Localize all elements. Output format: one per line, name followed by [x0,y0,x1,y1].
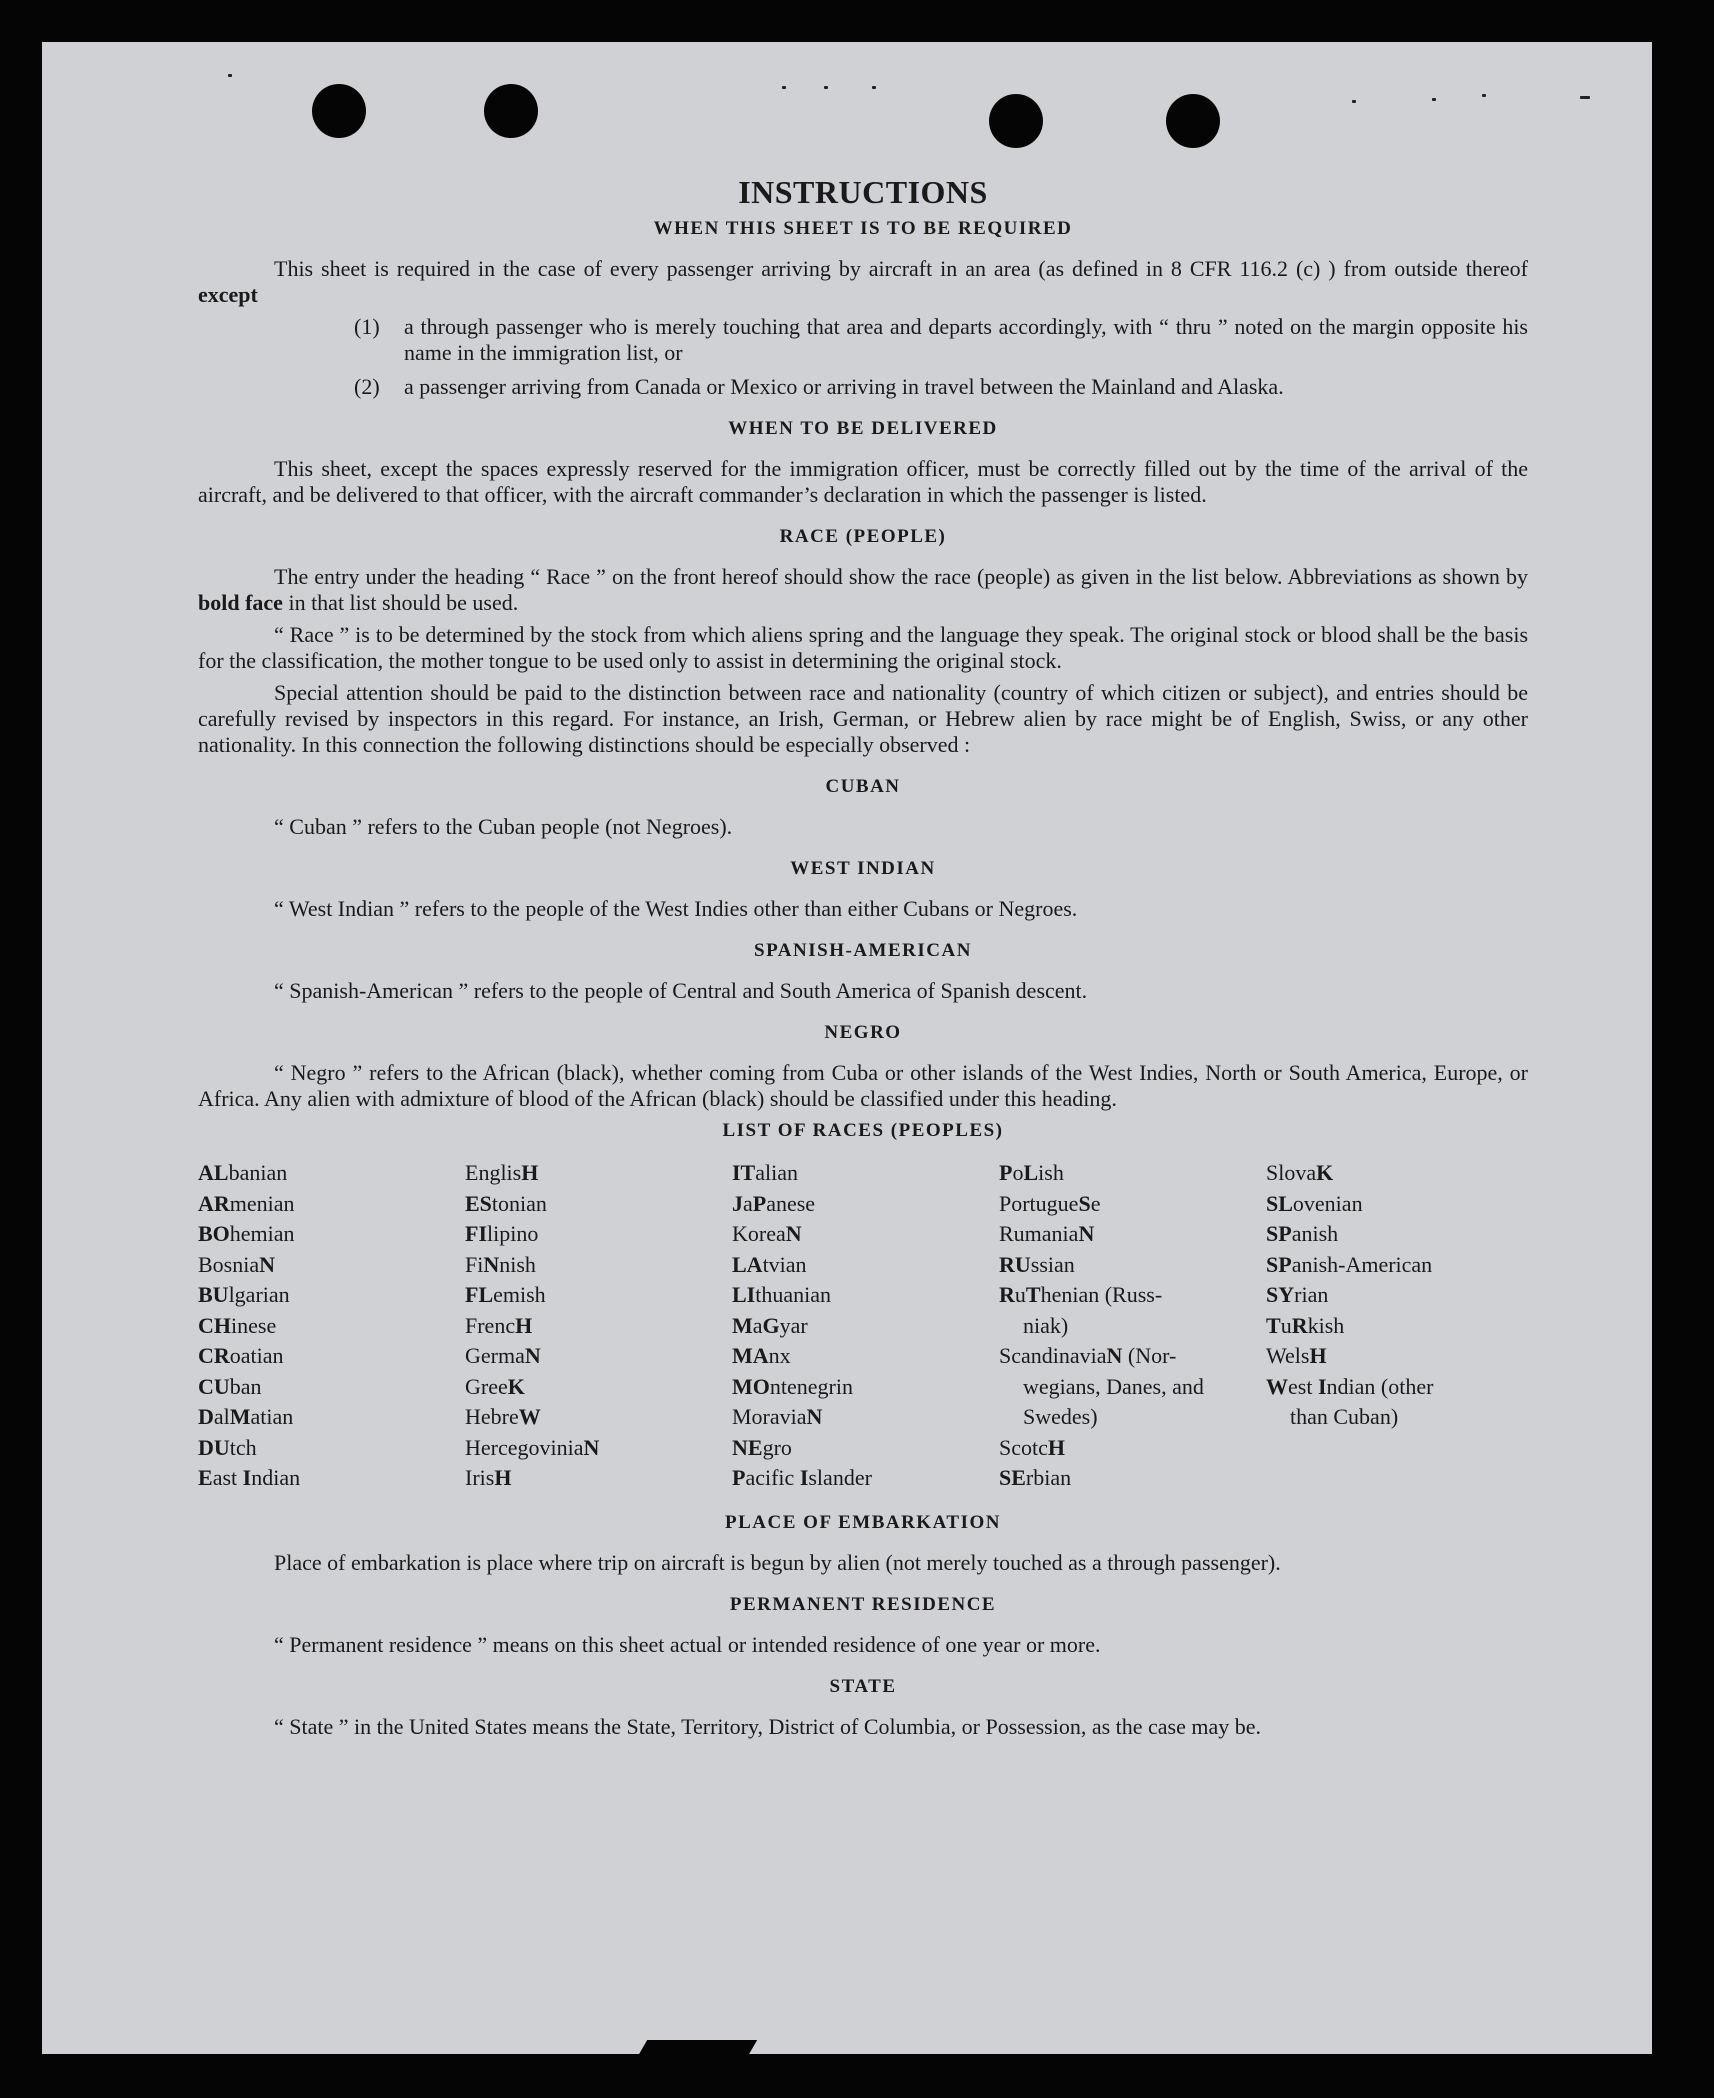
race-entry [999,1250,1261,1281]
race-abbreviation: BU [198,1282,229,1307]
race-entry [999,1463,1261,1494]
race-abbreviation: MA [732,1343,769,1368]
race-name-part: Frenc [465,1312,516,1338]
race-abbreviation: MO [732,1373,770,1399]
race-paragraph-3: Special attention should be paid to the distinction between race and nationality (country of which citizen or subject), and entries should be carefully revised by inspectors in this regard. For instance, an Irish, German, or Hebrew alien by race might be of English, Swiss, or any other nationality. In this connection the following distinctions should be especially observed : [198,680,1528,757]
race-name-continuation: niak) [1023,1312,1069,1338]
race-entry [732,1280,994,1311]
race-entry [465,1189,727,1220]
race-name-part: tch [229,1434,257,1460]
race-abbreviation: R [1291,1312,1308,1338]
race-abbreviation: L [1023,1160,1039,1185]
race-name-part: anish-American [1291,1251,1433,1277]
section-heading-negro: NEGRO [824,1022,902,1043]
race-abbreviation: FL [465,1282,494,1307]
race-name-part: Moravia [732,1404,807,1429]
race-paragraph-1 [198,564,1528,616]
race-abbreviation: W [1266,1373,1288,1399]
speck [824,86,828,89]
race-name-part: u [1280,1312,1292,1338]
state-text: “ State ” in the United States means the State, Territory, District of Columbia, or Possession, as the case may be. [274,1713,1262,1739]
race-entry [1266,1189,1528,1220]
speck [782,86,786,89]
speck [1432,98,1436,101]
race-abbreviation: AR [198,1190,230,1216]
race-name-part: a [743,1190,753,1216]
race-abbreviation: LI [732,1282,756,1307]
race-name-part: Korea [732,1221,786,1246]
punch-hole [312,84,366,138]
race-name-part: tonian [491,1190,547,1216]
race-abbreviation: N [785,1221,802,1246]
race-abbreviation: G [762,1312,780,1338]
race-name-part: banian [228,1160,288,1185]
race-name-part: tvian [762,1251,807,1277]
race-name-part: henian (Russ- [1040,1282,1163,1307]
race-abbreviation: SL [1266,1190,1293,1216]
race-entry [732,1311,994,1342]
section-heading-race: RACE (PEOPLE) [779,526,947,547]
race-abbreviation: D [198,1404,214,1429]
race-name-part: oatian [229,1343,284,1368]
race-name-part: ndian (other [1326,1373,1434,1399]
race-paragraph-2: “ Race ” is to be determined by the stock from which aliens spring and the language they speak. The original stock or blood shall be the basis for the classification, the mother tongue to be used only to assist in determining the original stock. [198,622,1528,673]
race-entry [999,1341,1261,1433]
race-name-part: Fi [465,1251,484,1277]
race-entry [465,1433,727,1464]
race-name-continuation: wegians, Danes, and Swedes) [1023,1373,1204,1429]
race-entry [198,1280,460,1311]
race-entry [465,1250,727,1281]
race-name-part: anese [766,1190,816,1216]
west-indian-text: “ West Indian ” refers to the people of the West Indies other than either Cubans or Negroes. [274,896,1078,921]
race-name-continuation: than Cuban) [1290,1404,1399,1429]
race-abbreviation: I [799,1465,809,1490]
race-name-part: ntenegrin [769,1373,853,1399]
race-p1-text: The entry under the heading “ Race ” on the front hereof should show the race (people) as given in the list below. Abbreviations as shown by [274,564,1528,589]
race-name-part: ish [1038,1160,1064,1185]
section-heading-west-indian: WEST INDIAN [790,858,936,879]
race-entry [198,1433,460,1464]
speck [1352,100,1356,103]
section-heading-cuban: CUBAN [825,776,901,797]
race-entry [999,1219,1261,1250]
speck [228,74,232,77]
race-name-part: atian [250,1404,294,1429]
race-abbreviation: CU [198,1373,230,1399]
race-entry [1266,1219,1528,1250]
race-name-part: al [213,1404,230,1429]
section-heading-state: STATE [829,1675,897,1697]
race-column [465,1158,727,1494]
race-abbreviation: BO [198,1221,230,1246]
race-entry [198,1219,460,1250]
race-abbreviation: N [483,1251,500,1277]
race-name-part: Wels [1266,1343,1310,1368]
exception-item [354,314,1528,366]
speck [872,86,876,89]
race-name-part: est [1288,1373,1318,1399]
race-name-part: lgarian [228,1282,290,1307]
race-column [999,1158,1261,1494]
race-name-part: gro [762,1434,792,1460]
race-name-part: hemian [229,1221,295,1246]
speck [1482,94,1486,97]
race-entry [1266,1250,1528,1281]
race-entry [465,1463,727,1494]
race-entry [198,1311,460,1342]
exception-number: (1) [354,314,380,339]
race-column [732,1158,994,1494]
race-entry [198,1402,460,1433]
race-abbreviation: SP [1266,1251,1292,1277]
race-name-part: acific [745,1465,800,1490]
race-name-part: yar [779,1312,808,1338]
race-name-part: o [1012,1160,1024,1185]
race-abbreviation: M [732,1312,753,1338]
race-abbreviation: W [518,1404,541,1429]
race-name-part: Scandinavia [999,1343,1107,1368]
race-abbreviation: LA [732,1251,763,1277]
race-abbreviation: H [521,1160,539,1185]
race-entry [1266,1372,1528,1433]
race-name-part: Scotc [999,1434,1048,1460]
race-name-part: ast [212,1465,243,1490]
race-entry [732,1219,994,1250]
race-abbreviation: M [229,1404,251,1429]
race-list [198,1158,1528,1494]
race-abbreviation: T [1025,1282,1041,1307]
race-name-part: Portugue [999,1190,1079,1216]
race-entry [198,1463,460,1494]
race-abbreviation: T [1266,1312,1281,1338]
race-abbreviation: N [259,1251,276,1277]
race-p1-keyword: bold face [198,590,283,615]
race-name-part: rian [1294,1282,1329,1307]
punch-hole [989,94,1043,148]
race-abbreviation: N [524,1343,541,1368]
race-entry [732,1189,994,1220]
race-abbreviation: K [1316,1160,1334,1185]
race-name-part: ssian [1030,1251,1075,1277]
race-name-part: Rumania [999,1221,1079,1246]
race-abbreviation: DU [198,1434,230,1460]
race-abbreviation: RU [999,1251,1031,1277]
race-abbreviation: H [494,1465,512,1490]
race-abbreviation: I [242,1465,252,1490]
race-name-part: emish [493,1282,546,1307]
race-abbreviation: CR [198,1343,230,1368]
race-entry [198,1189,460,1220]
race-abbreviation: J [732,1190,743,1216]
race-abbreviation: E [198,1465,213,1490]
embarkation-text: Place of embarkation is place where trip on aircraft is begun by alien (not merely touched as a through passenger). [274,1549,1281,1575]
race-abbreviation: FI [465,1221,487,1246]
race-name-part: menian [229,1190,295,1216]
section-heading-embarkation: PLACE OF EMBARKATION [725,1511,1001,1533]
required-intro-text: This sheet is required in the case of every passenger arriving by aircraft in an area (as defined in 8 CFR 116.2 (c) ) from outside thereof [274,256,1528,281]
race-name-part: ban [229,1373,262,1399]
race-abbreviation: H [1047,1434,1066,1460]
race-p1-text-end: in that list should be used. [288,590,519,615]
race-name-part: thuanian [755,1282,832,1307]
speck [1580,96,1590,99]
race-name-part: Englis [465,1160,522,1185]
race-entry [732,1402,994,1433]
race-entry [1266,1341,1528,1372]
race-entry [999,1433,1261,1464]
race-entry [465,1372,727,1403]
race-name-part: e [1090,1190,1101,1216]
race-abbreviation: S [1078,1190,1091,1216]
race-column [198,1158,460,1494]
race-entry [732,1250,994,1281]
section-heading-delivered: WHEN TO BE DELIVERED [728,418,998,439]
race-name-part: a [752,1312,763,1338]
race-name-part: Iris [465,1465,495,1490]
delivered-text: This sheet, except the spaces expressly reserved for the immigration officer, must be correctly filled out by the time of the arrival of the aircraft, and be delivered to that officer, with the aircraft commander’s declaration in which the passenger is listed. [198,456,1528,507]
race-name-part: Slova [1266,1160,1317,1185]
race-name-part: (Nor- [1122,1343,1177,1368]
section-heading-list-of-races: LIST OF RACES (PEOPLES) [722,1120,1004,1141]
race-abbreviation: K [507,1373,525,1399]
race-name-part: lipino [487,1221,539,1246]
race-abbreviation: R [999,1282,1015,1307]
race-name-part: slander [808,1465,872,1490]
exception-text: a through passenger who is merely touching that area and departs accordingly, with “ thru ” noted on the margin opposite his name in the immigration list, or [404,314,1528,365]
race-name-part: alian [755,1160,799,1185]
race-name-part: Gree [465,1373,508,1399]
race-name-part: inese [231,1312,277,1338]
race-entry [465,1311,727,1342]
race-abbreviation: H [515,1312,533,1338]
cuban-text: “ Cuban ” refers to the Cuban people (not Negroes). [274,814,733,839]
required-intro [198,256,1528,308]
race-entry [732,1158,994,1189]
race-entry [465,1341,727,1372]
race-abbreviation: CH [198,1312,231,1338]
required-intro-keyword: except [198,282,258,307]
race-abbreviation: NE [732,1434,763,1460]
race-name-part: rbian [1025,1465,1072,1490]
instructions-content [198,172,1528,1746]
race-entry [1266,1158,1528,1189]
race-abbreviation: SP [1266,1221,1292,1246]
race-entry [999,1280,1261,1341]
race-name-part: nish [499,1251,536,1277]
race-abbreviation: P [999,1160,1013,1185]
race-entry [999,1189,1261,1220]
race-entry [198,1250,460,1281]
sheet-tab [637,2040,757,2058]
race-abbreviation: P [752,1190,767,1216]
exception-text: a passenger arriving from Canada or Mexico or arriving in travel between the Mainland and Alaska. [404,374,1284,399]
race-name-part: anish [1291,1221,1339,1246]
race-abbreviation: N [1106,1343,1123,1368]
race-entry [198,1158,460,1189]
section-heading-spanish-american: SPANISH-AMERICAN [754,940,972,961]
race-entry [465,1280,727,1311]
race-entry [465,1158,727,1189]
exception-number: (2) [354,374,380,399]
residence-text: “ Permanent residence ” means on this sheet actual or intended residence of one year or more. [274,1631,1101,1657]
race-name-part: Germa [465,1343,525,1368]
race-name-part: Hebre [465,1404,519,1429]
race-name-part: u [1014,1282,1026,1307]
race-abbreviation: I [1317,1373,1327,1399]
spanish-american-text: “ Spanish-American ” refers to the people of Central and South America of Spanish descent. [274,978,1088,1003]
page-title: INSTRUCTIONS [738,174,988,210]
race-abbreviation: SE [999,1465,1026,1490]
punch-hole [1166,94,1220,148]
race-column [1266,1158,1528,1494]
race-entry [732,1433,994,1464]
race-entry [999,1158,1261,1189]
race-entry [732,1463,994,1494]
punch-hole [484,84,538,138]
race-entry [732,1341,994,1372]
race-name-part: Hercegovinia [465,1434,584,1460]
race-abbreviation: AL [198,1160,229,1185]
race-entry [465,1402,727,1433]
race-abbreviation: P [732,1465,746,1490]
race-abbreviation: N [1078,1221,1095,1246]
race-entry [1266,1311,1528,1342]
race-name-part: nx [768,1343,791,1368]
race-entry [198,1372,460,1403]
race-entry [465,1219,727,1250]
exception-item [354,374,1528,400]
race-abbreviation: N [583,1434,600,1460]
race-name-part: Bosnia [198,1251,260,1277]
race-abbreviation: IT [732,1160,756,1185]
document-sheet [42,42,1652,2054]
race-abbreviation: N [806,1404,823,1429]
race-abbreviation: H [1309,1343,1327,1368]
race-abbreviation: ES [465,1190,492,1216]
race-name-part: kish [1307,1312,1345,1338]
race-name-part: ovenian [1292,1190,1363,1216]
race-entry [1266,1280,1528,1311]
section-heading-required: WHEN THIS SHEET IS TO BE REQUIRED [653,218,1073,239]
race-name-part: ndian [251,1465,301,1490]
negro-text: “ Negro ” refers to the African (black), whether coming from Cuba or other islands of the West Indies, North or South America, Europe, or Africa. Any alien with admixture of blood of the African (black) should be classified under this heading. [198,1060,1528,1111]
race-entry [732,1372,994,1403]
race-entry [198,1341,460,1372]
section-heading-residence: PERMANENT RESIDENCE [729,1593,997,1615]
race-abbreviation: SY [1266,1282,1295,1307]
